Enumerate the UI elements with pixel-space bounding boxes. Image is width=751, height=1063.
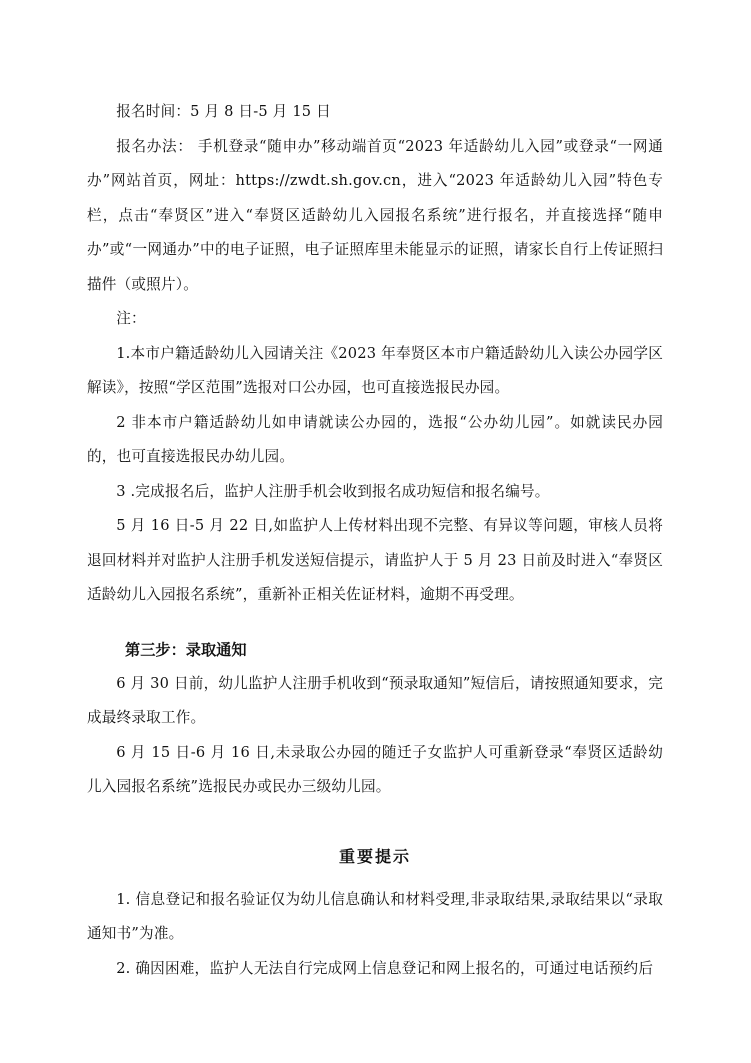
document-content <box>87 95 663 986</box>
tips-paragraph-2: 2. 确因困难，监护人无法自行完成网上信息登记和网上报名的，可通过电话预约后 <box>116 959 654 977</box>
note-item-2: 2 非本市户籍适龄幼儿如申请就读公办园的，选报“公办幼儿园”。如就读民办园的，也可直接选报民办幼儿园。 <box>87 413 663 465</box>
note-label: 注： <box>116 310 146 327</box>
step3-paragraph-1: 6 月 30 日前，幼儿监护人注册手机收到“预录取通知”短信后，请按照通知要求，完成最终录取工作。 <box>87 674 663 726</box>
registration-time: 报名时间：5 月 8 日-5 月 15 日 <box>116 103 331 120</box>
review-period: 5 月 16 日-5 月 22 日,如监护人上传材料出现不完整、有异议等问题，审核人员将退回材料并对监护人注册手机发送短信提示，请监护人于 5 月 23 日前及时进入“奉贤区适龄幼儿入园报名系统”，重新补正相关佐证材料，逾期不再受理。 <box>87 517 663 603</box>
step3-paragraph-2: 6 月 15 日-6 月 16 日,未录取公办园的随迁子女监护人可重新登录“奉贤区适龄幼儿入园报名系统”选报民办或民办三级幼儿园。 <box>87 743 663 795</box>
registration-method: 报名办法： 手机登录“随申办”移动端首页“2023 年适龄幼儿入园”或登录“一网通办”网站首页，网址：https://zwdt.sh.gov.cn，进入“2023 年适龄幼儿入园”特色专栏，点击“奉贤区”进入“奉贤区适龄幼儿入园报名系统”进行报名，并直接选择“随申办”或“一网通办”中的电子证照，电子证照库里未能显示的证照，请家长自行上传证照扫描件（或照片）。 <box>87 137 663 293</box>
tips-heading: 重要提示 <box>338 846 411 866</box>
spacer <box>87 613 663 633</box>
step3-heading: 第三步：录取通知 <box>125 640 247 659</box>
note-item-1: 1.本市户籍适龄幼儿入园请关注《2023 年奉贤区本市户籍适龄幼儿入读公办园学区解读》，按照“学区范围”选报对口公办园，也可直接选报民办园。 <box>87 344 663 396</box>
note-item-3: 3 .完成报名后，监护人注册手机会收到报名成功短信和报名编号。 <box>116 482 550 500</box>
tips-paragraph-1: 1. 信息登记和报名验证仅为幼儿信息确认和材料受理,非录取结果,录取结果以“录取通知书”为准。 <box>87 890 663 942</box>
spacer <box>87 805 663 837</box>
